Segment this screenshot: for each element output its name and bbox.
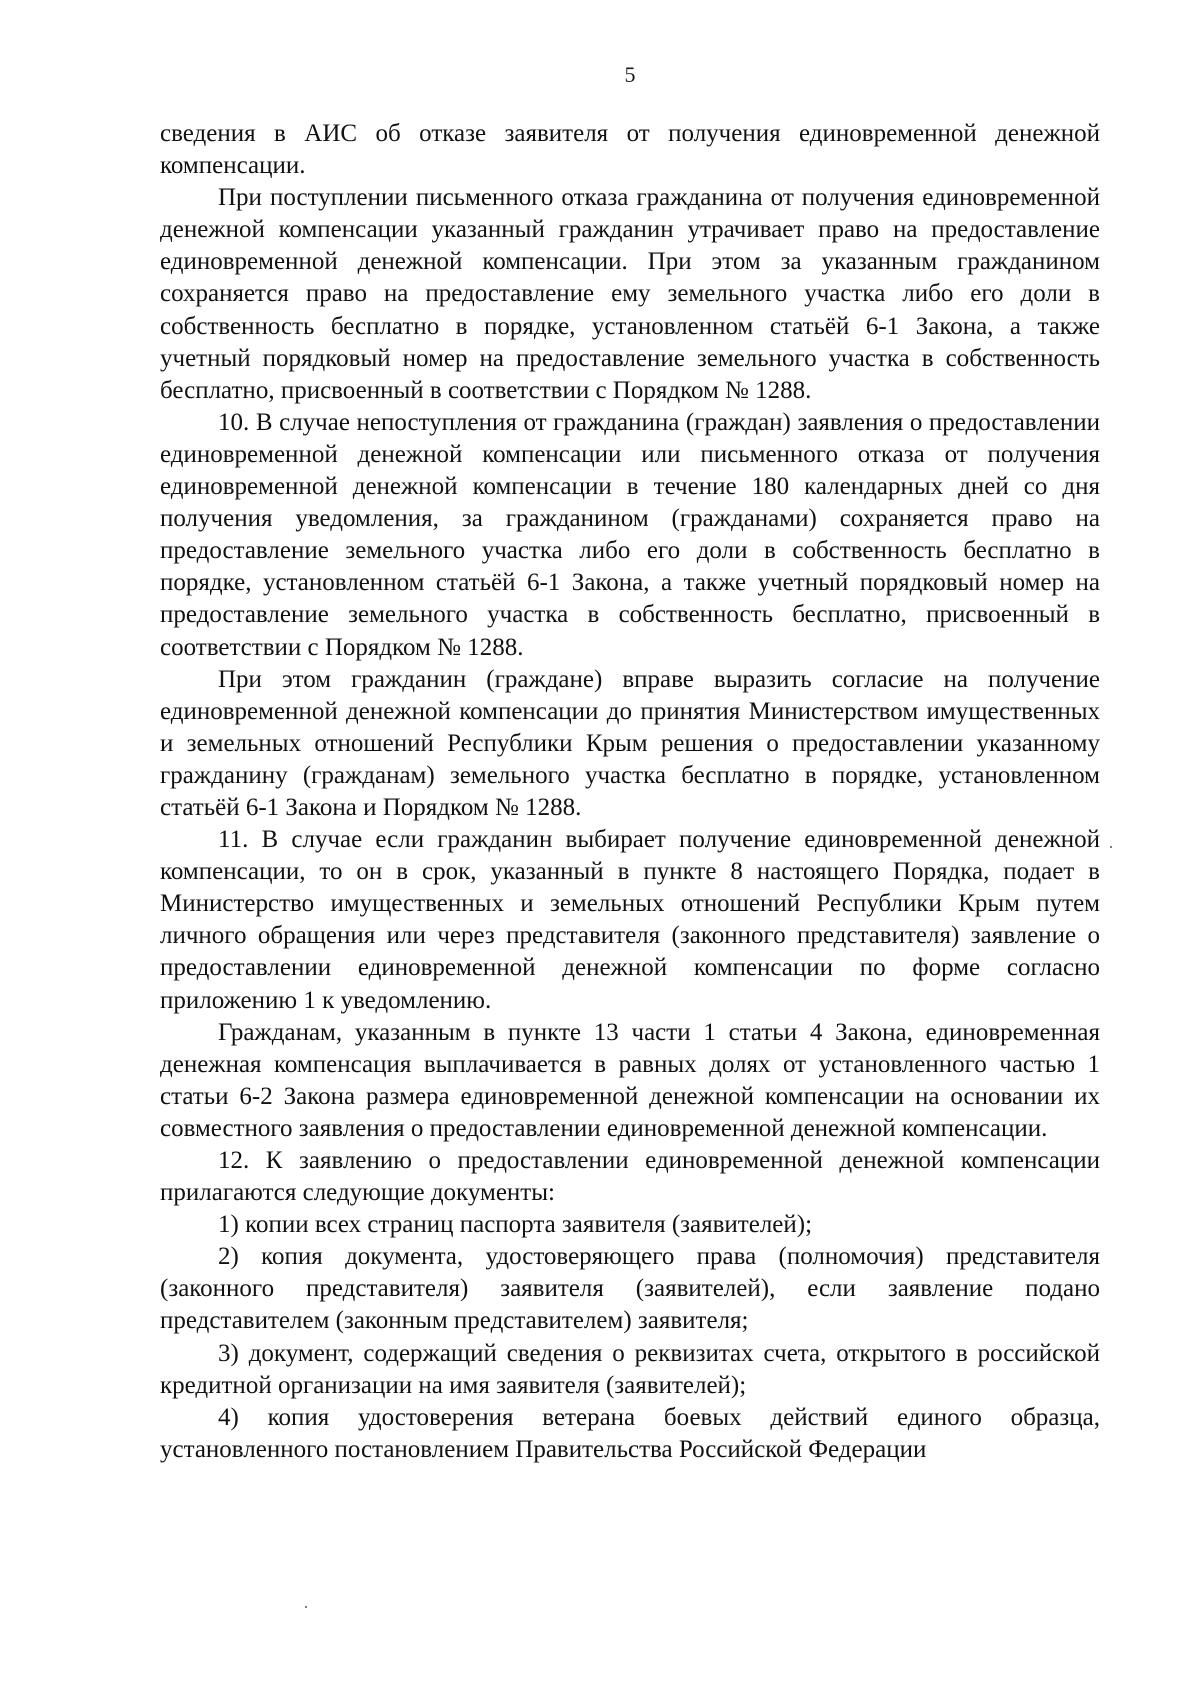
scan-speck — [305, 1606, 307, 1608]
list-item-3: 3) документ, содержащий сведения о реквизитах счета, открытого в российской кредитной организации на имя заявителя (заявителей); — [160, 1339, 1100, 1399]
paragraph-clause-12: 12. К заявлению о предоставлении единовременной денежной компенсации прилагаются следующие документы: — [160, 1147, 1100, 1207]
scan-speck — [1110, 846, 1112, 848]
paragraph-continuation: сведения в АИС об отказе заявителя от получения единовременной денежной компенсации. — [160, 120, 1100, 180]
list-item-4: 4) копия удостоверения ветерана боевых действий единого образца, установленного постановлением Правительства Российской Федерации — [160, 1403, 1100, 1463]
list-item-2: 2) копия документа, удостоверяющего права (полномочия) представителя (законного представителя) заявителя (заявителей), если заявление подано представителем (законным представителем) заявителя; — [160, 1243, 1100, 1335]
paragraph-consent: При этом гражданин (граждане) вправе выразить согласие на получение единовременной денежной компенсации до принятия Министерством имущественных и земельных отношений Республики Крым решения о предоставлении указанному гражданину (гражданам) земельного участка бесплатно в порядке, установленном статьёй 6-1 Закона и Порядком № 1288. — [160, 665, 1100, 821]
paragraph-equal-shares: Гражданам, указанным в пункте 13 части 1 статьи 4 Закона, единовременная денежная компенсация выплачивается в равных долях от установленного частью 1 статьи 6-2 Закона размера единовременной денежной компенсации на основании их совместного заявления о предоставлении единовременной денежной компенсации. — [160, 1018, 1100, 1142]
document-body — [160, 118, 1100, 1466]
paragraph-clause-11: 11. В случае если гражданин выбирает получение единовременной денежной компенсации, то он в срок, указанный в пункте 8 настоящего Порядка, подает в Министерство имущественных и земельных отношений Республики Крым путем личного обращения или через представителя (законного представителя) заявление о предоставлении единовременной денежной компенсации по форме согласно приложению 1 к уведомлению. — [160, 826, 1100, 1014]
list-item-1: 1) копии всех страниц паспорта заявителя (заявителей); — [218, 1211, 813, 1239]
paragraph-clause-10: 10. В случае непоступления от гражданина (граждан) заявления о предоставлении единовременной денежной компенсации или письменного отказа от получения единовременной денежной компенсации в течение 180 календарных дней со дня получения уведомления, за гражданином (гражданами) сохраняется право на предоставление земельного участка либо его доли в собственность бесплатно в порядке, установленном статьёй 6-1 Закона, а также учетный порядковый номер на предоставление земельного участка в собственность бесплатно, присвоенный в соответствии с Порядком № 1288. — [160, 408, 1100, 661]
page-number: 5 — [624, 62, 636, 87]
paragraph-written-refusal: При поступлении письменного отказа гражданина от получения единовременной денежной компенсации указанный гражданин утрачивает право на предоставление единовременной денежной компенсации. При этом за указанным гражданином сохраняется право на предоставление ему земельного участка либо его доли в собственность бесплатно в порядке, установленном статьёй 6-1 Закона, а также учетный порядковый номер на предоставление земельного участка в собственность бесплатно, присвоенный в соответствии с Порядком № 1288. — [160, 184, 1100, 404]
